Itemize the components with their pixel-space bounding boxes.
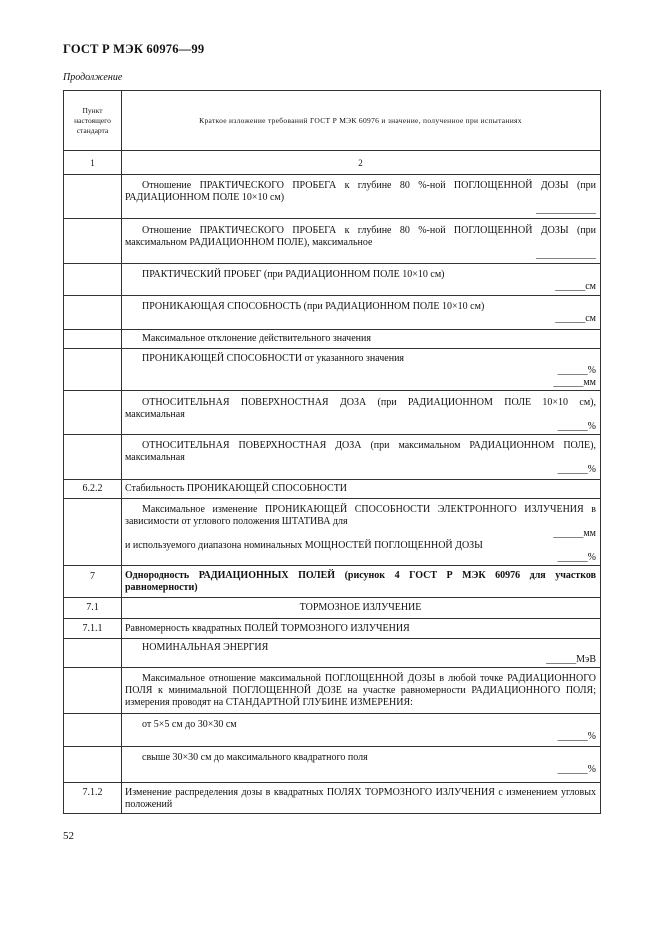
table-row	[64, 264, 601, 296]
row-text: ОТНОСИТЕЛЬНАЯ ПОВЕРХНОСТНАЯ ДОЗА (при максимальном РАДИАЦИОННОМ ПОЛЕ), максимальная	[125, 440, 596, 463]
col2-header: Краткое изложение требований ГОСТ Р МЭК 60976 и значение, полученное при испытаниях	[122, 91, 601, 151]
row-text: Отношение ПРАКТИЧЕСКОГО ПРОБЕГА к глубине 80 %-ной ПОГЛОЩЕННОЙ ДОЗЫ (при РАДИАЦИОННОМ ПОЛЕ 10×10 см)	[125, 180, 596, 203]
table-row	[64, 499, 601, 566]
continuation-label: Продолжение	[63, 72, 123, 83]
blank-field: ______%	[557, 464, 596, 475]
blank-field: ____________	[536, 204, 596, 215]
table-row	[64, 619, 601, 639]
col1-number: 1	[64, 151, 122, 175]
table-row	[64, 668, 601, 714]
row-text: НОМИНАЛЬНАЯ ЭНЕРГИЯ	[142, 642, 269, 653]
row-text-continued: и используемого диапазона номинальных МОЩНОСТЕЙ ПОГЛОЩЕННОЙ ДОЗЫ	[125, 540, 483, 551]
table-row	[64, 175, 601, 219]
row-text: ПРОНИКАЮЩЕЙ СПОСОБНОСТИ от указанного значения	[142, 353, 405, 364]
row-text: ТОРМОЗНОЕ ИЗЛУЧЕНИЕ	[299, 602, 422, 613]
blank-field: ______%	[557, 552, 596, 563]
blank-field: ______%	[557, 731, 596, 742]
clause-number: 7.1.1	[64, 619, 122, 639]
clause-number: 7.1.2	[64, 783, 122, 814]
row-text: Максимальное отношение максимальной ПОГЛОЩЕННОЙ ДОЗЫ в любой точке РАДИАЦИОННОГО ПОЛЯ к минимальной ПОГЛОЩЕННОЙ ДОЗЕ на участке равномерности РАДИАЦИОННОГО ПОЛЯ; измерения проводят на СТАНДАРТНОЙ ГЛУБИНЕ ИЗМЕРЕНИЯ:	[125, 673, 596, 708]
blank-field: ______%	[557, 764, 596, 775]
table-row	[64, 783, 601, 814]
table-row	[64, 219, 601, 264]
column-number-row	[64, 151, 601, 175]
row-text: Максимальное изменение ПРОНИКАЮЩЕЙ СПОСОБНОСТИ ЭЛЕКТРОННОГО ИЗЛУЧЕНИЯ в зависимости от углового положения ШТАТИВА для	[125, 504, 596, 527]
row-text: Максимальное отклонение действительного значения	[142, 333, 371, 344]
blank-field: ______МэВ	[546, 654, 596, 665]
table-header-row	[64, 91, 601, 151]
row-text: Равномерность квадратных ПОЛЕЙ ТОРМОЗНОГО ИЗЛУЧЕНИЯ	[125, 622, 410, 634]
row-text: Изменение распределения дозы в квадратных ПОЛЯХ ТОРМОЗНОГО ИЗЛУЧЕНИЯ с изменением угловых положений	[125, 787, 596, 810]
table-row	[64, 296, 601, 330]
blank-field: ______%	[557, 365, 596, 376]
clause-number: 7.1	[64, 598, 122, 619]
clause-number: 7	[64, 566, 122, 598]
col2-number: 2	[122, 151, 601, 175]
page-number: 52	[63, 830, 74, 842]
row-text: ПРОНИКАЮЩАЯ СПОСОБНОСТЬ (при РАДИАЦИОННОМ ПОЛЕ 10×10 см)	[142, 301, 485, 312]
requirements-table	[63, 90, 601, 814]
table-row	[64, 480, 601, 499]
row-text: от 5×5 см до 30×30 см	[142, 719, 237, 730]
document-header: ГОСТ Р МЭК 60976—99	[63, 42, 205, 56]
blank-field: ____________	[536, 249, 596, 260]
table-row	[64, 391, 601, 435]
row-text: ОТНОСИТЕЛЬНАЯ ПОВЕРХНОСТНАЯ ДОЗА (при РАДИАЦИОННОМ ПОЛЕ 10×10 см), максимальная	[125, 397, 596, 420]
clause-number: 6.2.2	[64, 480, 122, 499]
row-text: Отношение ПРАКТИЧЕСКОГО ПРОБЕГА к глубине 80 %-ной ПОГЛОЩЕННОЙ ДОЗЫ (при максимальном РАДИАЦИОННОМ ПОЛЕ), максимальное	[125, 225, 596, 248]
table-row	[64, 747, 601, 783]
blank-field: ______мм	[553, 377, 596, 388]
row-text: ПРАКТИЧЕСКИЙ ПРОБЕГ (при РАДИАЦИОННОМ ПОЛЕ 10×10 см)	[142, 269, 445, 280]
row-text: Однородность РАДИАЦИОННЫХ ПОЛЕЙ (рисунок 4 ГОСТ Р МЭК 60976 для участков равномерности)	[125, 570, 596, 593]
blank-field: ______см	[555, 313, 596, 324]
table-row	[64, 435, 601, 480]
table-row	[64, 566, 601, 598]
blank-field: ______см	[555, 281, 596, 292]
blank-field: ______мм	[553, 528, 596, 539]
table-row	[64, 639, 601, 668]
row-text: Стабильность ПРОНИКАЮЩЕЙ СПОСОБНОСТИ	[125, 483, 348, 494]
row-text: свыше 30×30 см до максимального квадратного поля	[142, 752, 368, 763]
col1-header: Пункт настоящего стандарта	[64, 91, 122, 151]
blank-field: ______%	[557, 421, 596, 432]
table-row	[64, 714, 601, 747]
table-row	[64, 349, 601, 391]
table-row	[64, 330, 601, 349]
table-row	[64, 598, 601, 619]
